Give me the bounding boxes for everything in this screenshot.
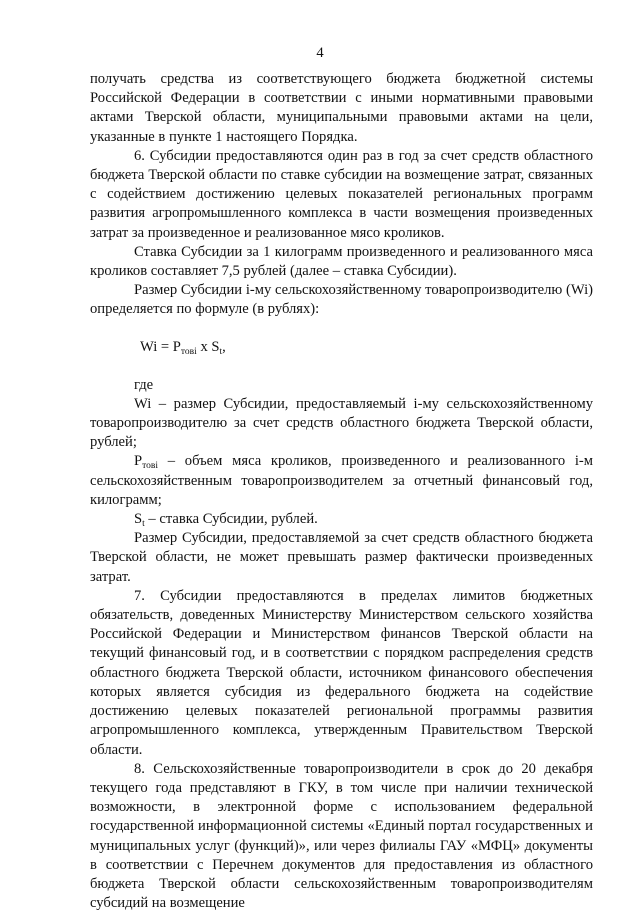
definition-s-sub: t xyxy=(142,519,145,530)
formula-sub-t: t xyxy=(219,346,223,357)
definition-s-symbol: S xyxy=(134,511,143,528)
definition-p xyxy=(90,452,593,510)
formula-text xyxy=(140,338,226,357)
paragraph-8: 8. Сельскохозяйственные товаропроизводители в срок до 20 декабря текущего года представляют в ГКУ, в том числе при наличии технической возможности, в электронной форме с использованием федеральной государственной информационной системы «Единый портал государственных и муниципальных услуг (функций)», или через филиалы ГАУ «МФЦ» документы в соответствии с Перечнем документов для предоставления из областного бюджета Тверской области сельскохозяйственным товаропроизводителям субсидий на возмещение xyxy=(90,760,593,912)
page-number: 4 xyxy=(316,45,324,61)
definition-p-text: – объем мяса кроликов, произведенного и реализованного i-м сельскохозяйственным товаропроизводителем за отчетный финансовый год, килограмм; xyxy=(90,453,593,508)
paragraph-limit: Размер Субсидии, предоставляемой за счет средств областного бюджета Тверской области, не может превышать размер фактически произведенных затрат. xyxy=(90,530,593,585)
formula xyxy=(90,320,593,376)
paragraph-rate: Ставка Субсидии за 1 килограмм произведенного и реализованного мяса кроликов составляет 7,5 рублей (далее – ставка Субсидии). xyxy=(90,243,593,280)
where-label: где xyxy=(134,376,154,393)
formula-sub-tov: товi xyxy=(180,346,197,357)
formula-mid: x S xyxy=(196,338,220,355)
document-body xyxy=(90,70,593,913)
definition-p-symbol: P xyxy=(134,453,143,470)
paragraph-formula-intro: Размер Субсидии i-му сельскохозяйственному товаропроизводителю (Wi) определяется по формуле (в рублях): xyxy=(90,282,593,318)
definition-p-sub: товi xyxy=(142,461,159,472)
definition-s-text: – ставка Субсидии, рублей. xyxy=(144,511,318,528)
definition-s xyxy=(90,510,593,529)
definition-wi: Wi – размер Субсидии, предоставляемый i-му сельскохозяйственному товаропроизводителю за счет средств областного бюджета Тверской области, рублей; xyxy=(90,395,593,451)
formula-end: , xyxy=(222,338,226,355)
paragraph-7: 7. Субсидии предоставляются в пределах лимитов бюджетных обязательств, доведенных Министерству Министерством сельского хозяйства Российской Федерации и Министерством финансов Тверской области на текущий финансовый год, и в соответствии с порядком распределения средств областного бюджета Тверской области, источником финансового обеспечения которых является субсидия из федерального бюджета на содействие достижению целевых показателей региональной программы развития агропромышленного комплекса, утвержденным Правительством Тверской области. xyxy=(90,587,593,758)
paragraph-6: 6. Субсидии предоставляются один раз в год за счет средств областного бюджета Тверской области по ставке субсидии на возмещение затрат, связанных с содействием достижению целевых показателей региональных программ развития агропромышленного комплекса в части возмещения произведенных затрат за произведенное и реализованное мясо кроликов. xyxy=(90,147,593,241)
paragraph-continuation: получать средства из соответствующего бюджета бюджетной системы Российской Федерации в соответствии с иными нормативными правовыми актами Тверской области, муниципальными правовыми актами на цели, указанные в пункте 1 настоящего Порядка. xyxy=(90,71,593,145)
formula-lhs: Wi = P xyxy=(140,338,181,355)
